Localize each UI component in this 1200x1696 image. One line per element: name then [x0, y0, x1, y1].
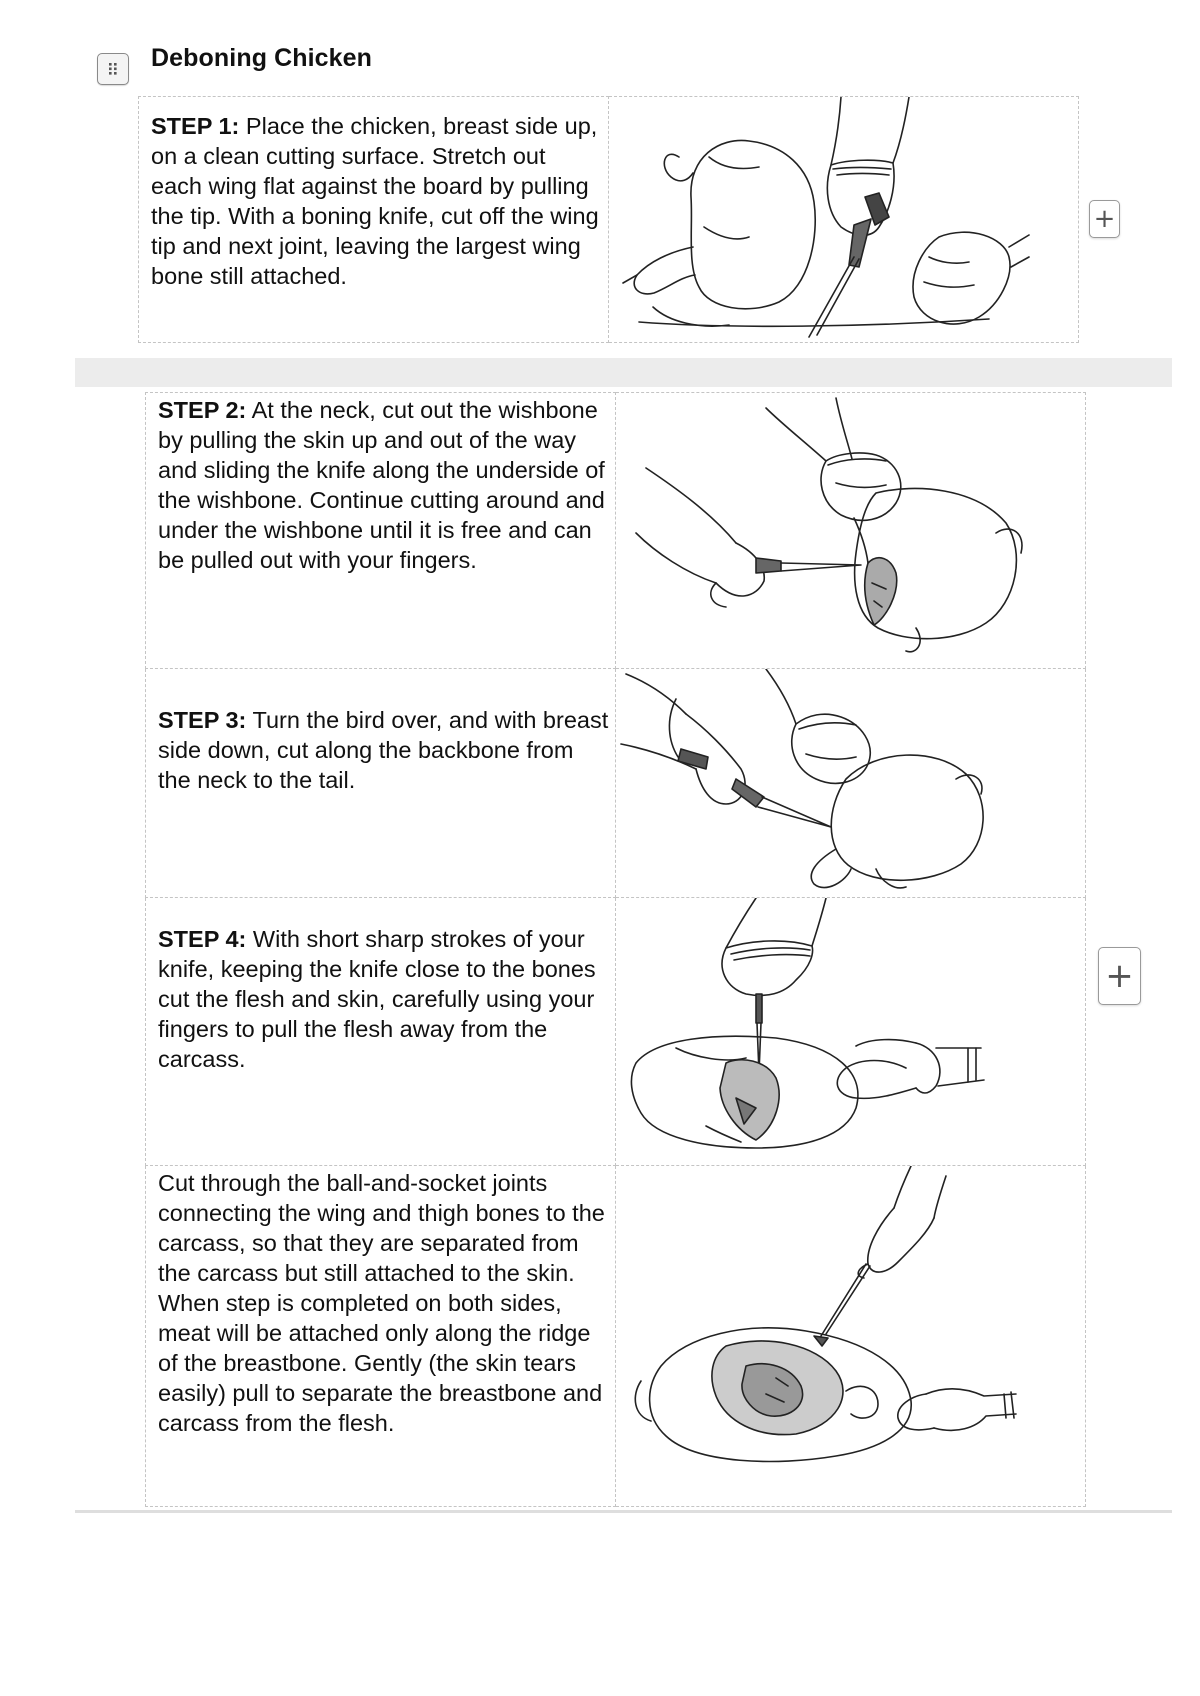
joint-separation-illustration	[616, 1166, 1086, 1506]
step-row	[146, 898, 1086, 1166]
plus-icon: +	[1105, 956, 1134, 996]
step-row	[139, 97, 1079, 343]
backbone-cut-illustration	[616, 669, 1086, 897]
add-row-button[interactable]	[1098, 947, 1141, 1005]
section-divider	[75, 1510, 1172, 1513]
drag-handle-icon	[107, 62, 119, 76]
step-2-description: At the neck, cut out the wishbone by pulling the skin up and out of the way and sliding the knife along the underside of the wishbone. Continue cutting around and under the wishbone until it is free and can be pulled out with your fingers.	[158, 397, 605, 573]
step-row	[146, 669, 1086, 898]
step-text-cell	[146, 898, 616, 1166]
add-row-button[interactable]	[1089, 200, 1120, 238]
step-1-description: Place the chicken, breast side up, on a clean cutting surface. Stretch out each wing flat against the board by pulling the tip. With a boning knife, cut off the wing tip and next joint, leaving the largest wing bone still attached.	[151, 113, 599, 289]
step-1-text	[139, 97, 608, 291]
step-3-description: Turn the bird over, and with breast side down, cut along the backbone from the neck to the tail.	[158, 707, 609, 793]
step-row	[146, 393, 1086, 669]
section-divider	[75, 358, 1172, 387]
page-title: Deboning Chicken	[151, 44, 373, 72]
step-2-text	[146, 393, 615, 575]
step-4-description: With short sharp strokes of your knife, keeping the knife close to the bones cut the flesh and skin, carefully using your fingers to pull the flesh away from the carcass.	[158, 926, 596, 1072]
step-3-text	[146, 669, 615, 795]
step-illustration-cell	[616, 898, 1086, 1166]
step-5-description: Cut through the ball-and-socket joints connecting the wing and thigh bones to the carcass, so that they are separated from the carcass but still attached to the skin. When step is completed on both sides, meat will be attached only along the ridge of the breastbone. Gently (the skin tears easily) pull to separate the breastbone and carcass from the flesh.	[158, 1170, 605, 1436]
step-1-label: STEP 1:	[151, 113, 240, 139]
whole-chicken-wing-cut-illustration	[609, 97, 1079, 342]
step-illustration-cell	[616, 669, 1086, 898]
step-illustration-cell	[609, 97, 1079, 343]
step-text-cell	[146, 393, 616, 669]
step-text-cell	[139, 97, 609, 343]
step-row	[146, 1166, 1086, 1507]
drag-handle[interactable]	[97, 53, 129, 85]
step-illustration-cell	[616, 393, 1086, 669]
step-4-text	[146, 898, 615, 1074]
step-4-label: STEP 4:	[158, 926, 247, 952]
step-3-label: STEP 3:	[158, 707, 247, 733]
step-5-text	[146, 1166, 615, 1438]
step-illustration-cell	[616, 1166, 1086, 1507]
step-text-cell	[146, 1166, 616, 1507]
flesh-separation-illustration	[616, 898, 1086, 1165]
wishbone-removal-illustration	[616, 393, 1086, 668]
step-text-cell	[146, 669, 616, 898]
steps-table	[145, 392, 1086, 1507]
step-1-table	[138, 96, 1079, 343]
step-2-label: STEP 2:	[158, 397, 247, 423]
plus-icon: +	[1093, 204, 1116, 234]
